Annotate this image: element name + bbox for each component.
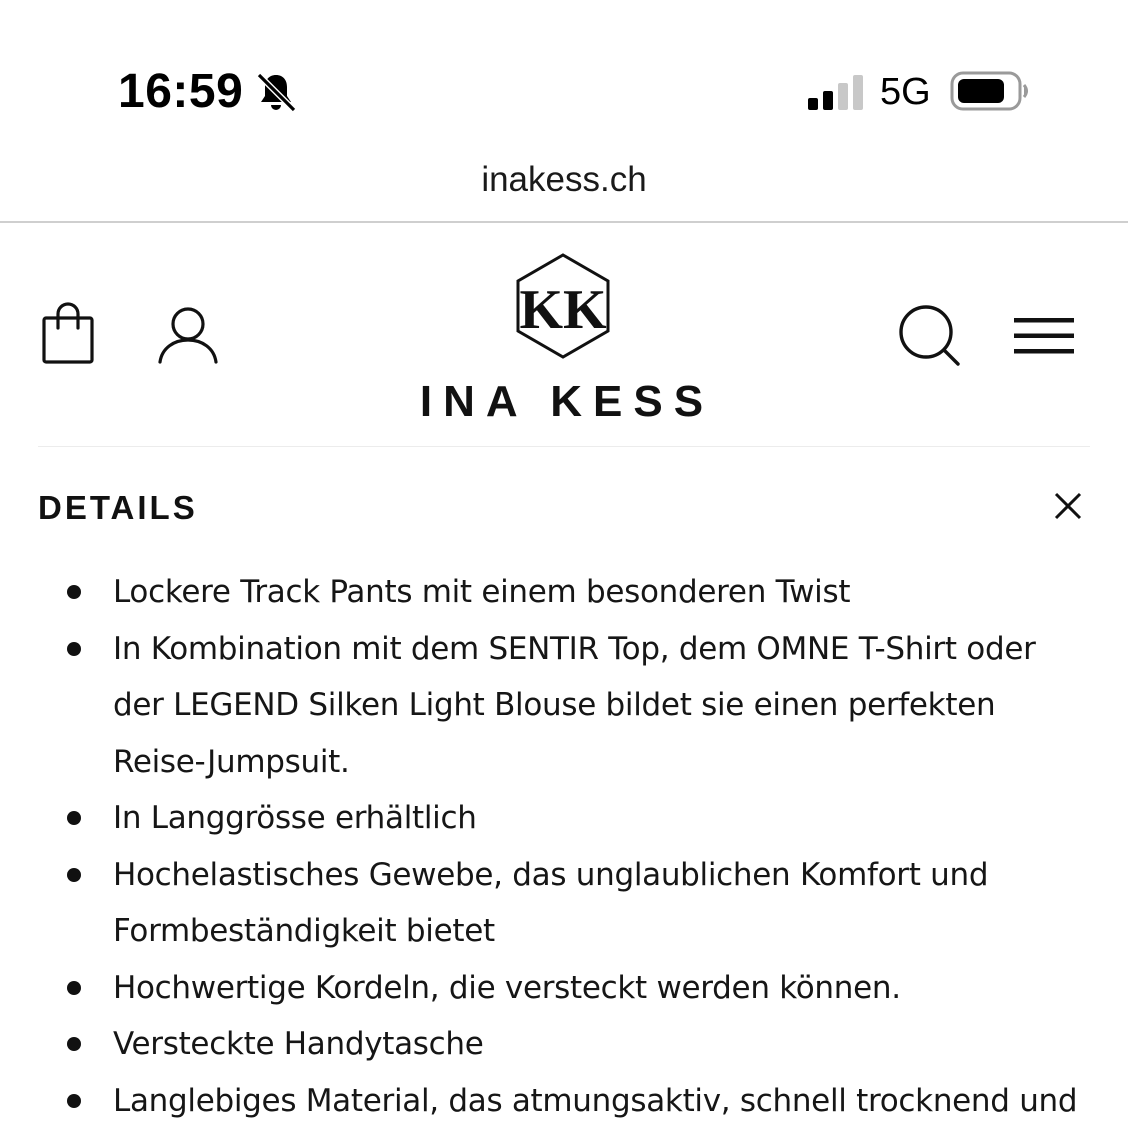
list-item: Hochwertige Kordeln, die versteckt werden können. <box>0 960 1128 1017</box>
signal-icon <box>806 74 864 110</box>
list-item: In Langgrösse erhältlich <box>0 790 1128 847</box>
brand-logo[interactable] <box>514 252 612 360</box>
header-divider <box>38 446 1090 447</box>
network-type: 5G <box>880 71 931 113</box>
brand-name[interactable]: INA KESS <box>419 377 715 426</box>
details-heading[interactable]: DETAILS <box>38 489 198 526</box>
address-bar-url[interactable]: inakess.ch <box>481 160 647 199</box>
details-list <box>0 564 1128 1128</box>
list-item: Hochelastisches Gewebe, das unglaublichen Komfort und Formbeständigkeit bietet <box>0 847 1128 960</box>
shopping-bag-icon[interactable] <box>38 300 98 366</box>
bell-slash-icon <box>254 70 298 114</box>
menu-icon[interactable] <box>1014 316 1074 356</box>
address-bar-divider <box>0 221 1128 223</box>
status-time: 16:59 <box>118 65 244 118</box>
user-icon[interactable] <box>156 304 220 364</box>
search-icon[interactable] <box>896 302 962 368</box>
list-item: Versteckte Handytasche <box>0 1016 1128 1073</box>
logo-monogram: KK <box>519 279 607 341</box>
list-item: Langlebiges Material, das atmungsaktiv, schnell trocknend und <box>0 1073 1128 1128</box>
battery-icon <box>950 70 1032 112</box>
list-item: Lockere Track Pants mit einem besonderen Twist <box>0 564 1128 621</box>
close-icon[interactable] <box>1050 488 1086 524</box>
list-item: In Kombination mit dem SENTIR Top, dem OMNE T-Shirt oder der LEGEND Silken Light Blouse bildet sie einen perfekten Reise-Jumpsuit. <box>0 621 1128 791</box>
